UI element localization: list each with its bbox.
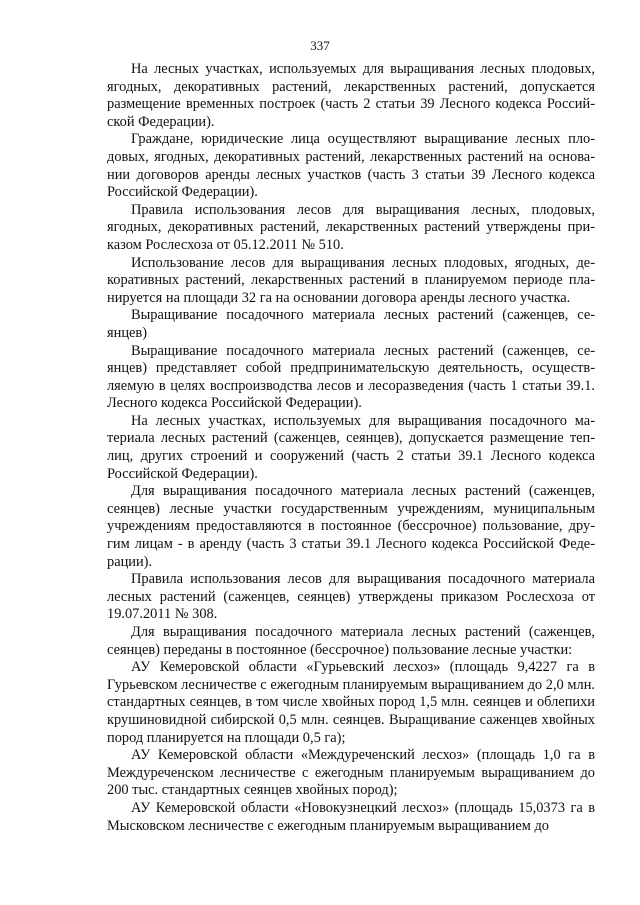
page-number: 337: [310, 38, 330, 53]
paragraph: АУ Кемеровской области «Гурьевский лесхоз» (площадь 9,4227 га в Гурьевском лесничестве с ежегодным планируемым выращиванием до 2,0 млн. стандартных сеянцев, в том числе хвойных пород 1,5 млн. сеянцев и облепихи крушиновидной сибирской 0,5 млн. сеянцев. Выращивание саженцев хвойных пород планируется на площади 0,5 га);: [107, 659, 595, 746]
paragraph: Правила использования лесов для выращивания лесных, плодовых, ягодных, декоративных растений, лекарственных растений утверждены приказом Рослесхоза от 05.12.2011 № 510.: [107, 201, 595, 253]
paragraph: Правила использования лесов для выращивания посадочного материала лесных растений (саженцев, сеянцев) утверждены приказом Рослесхоза от 19.07.2011 № 308.: [107, 571, 595, 623]
body-text: [107, 61, 595, 835]
paragraph: На лесных участках, используемых для выращивания лесных плодовых, ягодных, декоративных растений, лекарственных растений, допускается размещение временных построек (часть 2 статьи 39 Лесного кодекса Российской Федерации).: [107, 61, 595, 130]
paragraph: На лесных участках, используемых для выращивания посадочного материала лесных растений (саженцев, сеянцев), допускается размещение теплиц, других строений и сооружений (часть 2 статьи 39.1 Лесного кодекса Российской Федерации).: [107, 412, 595, 482]
paragraph: Для выращивания посадочного материала лесных растений (саженцев, сеянцев) переданы в постоянное (бессрочное) пользование лесные участки:: [107, 624, 595, 658]
paragraph: Выращивание посадочного материала лесных растений (саженцев, сеянцев) представляет собой предпринимательскую деятельность, осуществляемую в целях воспроизводства лесов и лесоразведения (часть 1 статьи 39.1. Лесного кодекса Российской Федерации).: [107, 342, 595, 412]
paragraph: Для выращивания посадочного материала лесных растений (саженцев, сеянцев) лесные участки государственным учреждениям, муниципальным учреждениям предоставляются в постоянное (бессрочное) пользование, другим лицам - в аренду (часть 3 статьи 39.1 Лесного кодекса Российской Федерации).: [107, 483, 595, 570]
paragraph: Использование лесов для выращивания лесных плодовых, ягодных, декоративных растений, лекарственных растений в планируемом периоде планируется на площади 32 га на основании договора аренды лесного участка.: [107, 254, 595, 306]
paragraph: АУ Кемеровской области «Новокузнецкий лесхоз» (площадь 15,0373 га в Мысковском лесничестве с ежегодным планируемым выращиванием до: [107, 799, 595, 834]
section-heading: Выращивание посадочного материала лесных растений (саженцев, сеянцев): [107, 307, 595, 341]
paragraph: АУ Кемеровской области «Междуреченский лесхоз» (площадь 1,0 га в Междуреченском лесничестве с ежегодным планируемым выращиванием до 200 тыс. стандартных сеянцев хвойных пород);: [107, 747, 595, 799]
paragraph: Граждане, юридические лица осуществляют выращивание лесных плодовых, ягодных, декоративных растений, лекарственных растений на основании договоров аренды лесных участков (часть 3 статьи 39 Лесного кодекса Российской Федерации).: [107, 131, 595, 201]
